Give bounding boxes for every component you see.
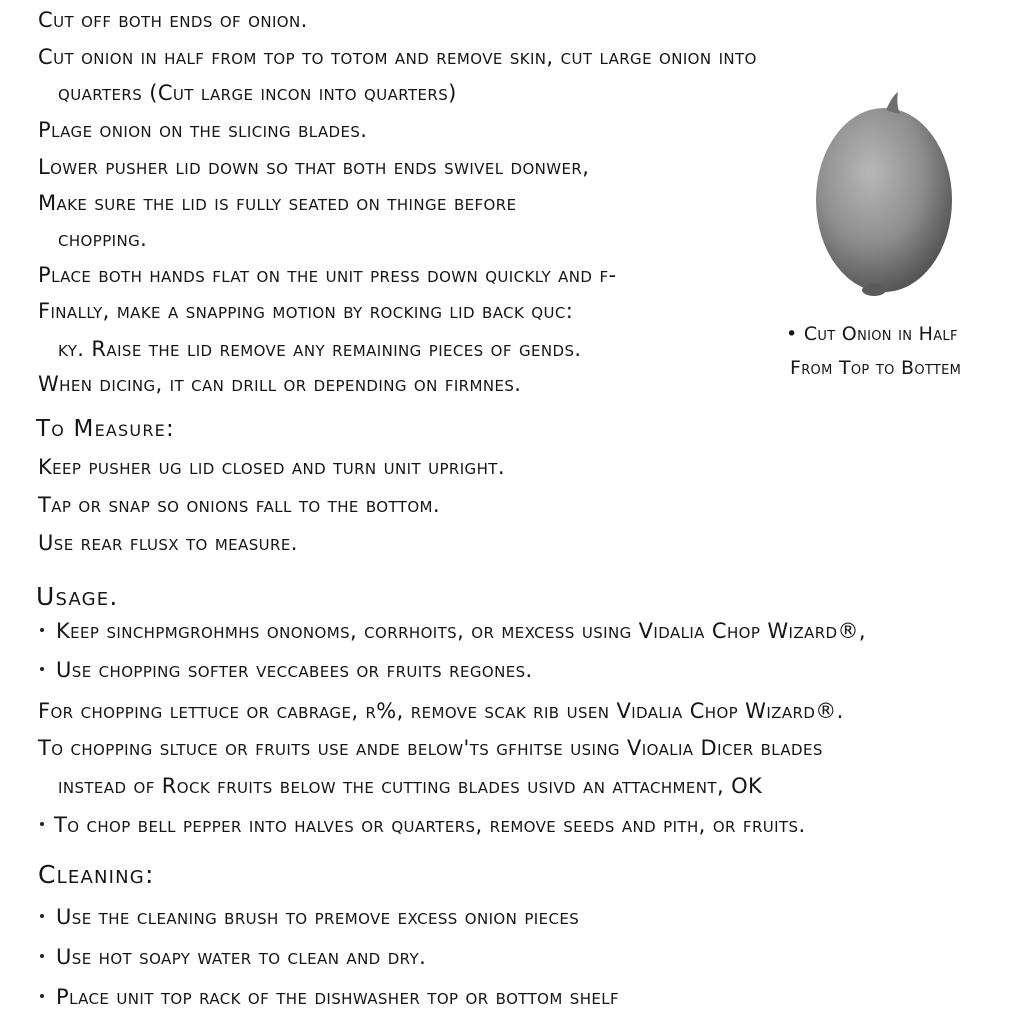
step-line: Make sure the lid is fully seated on thinge before bbox=[38, 191, 517, 215]
usage-line: Keep sinchpmgrohmhs ononoms, corrhoits, or mexcess using Vidalia Chop Wizard®, bbox=[56, 619, 866, 643]
photo-caption-line-1: • Cut Onion in Half bbox=[786, 323, 958, 345]
bullet-dot bbox=[40, 628, 44, 632]
bullet-dot bbox=[40, 954, 44, 958]
step-line: Lower pusher lid down so that both ends swivel donwer, bbox=[38, 155, 590, 179]
usage-heading: Usage. bbox=[36, 582, 119, 611]
measure-line: Use rear flusx to measure. bbox=[38, 531, 298, 555]
bullet-dot bbox=[40, 914, 44, 918]
usage-line: To chopping sltuce or fruits use ande below'ts gfhitse using Vioalia Dicer blades bbox=[38, 736, 823, 760]
step-line: chopping. bbox=[58, 227, 148, 251]
usage-line: Use chopping softer veccabees or fruits regones. bbox=[56, 658, 533, 682]
bullet-dot bbox=[40, 667, 44, 671]
usage-line: instead of Rock fruits below the cutting blades usivd an attachment, OK bbox=[58, 774, 763, 798]
cleaning-heading: Cleaning: bbox=[38, 860, 155, 889]
step-line: ky. Raise the lid remove any remaining pieces of gends. bbox=[58, 337, 582, 361]
photo-caption-line-2: From Top to Bottem bbox=[790, 357, 962, 379]
measure-heading: To Measure: bbox=[36, 416, 175, 442]
step-line: Plage onion on the slicing blades. bbox=[38, 118, 368, 142]
measure-line: Tap or snap so onions fall to the bottom. bbox=[38, 493, 440, 517]
cleaning-line: Use hot soapy water to clean and dry. bbox=[56, 945, 427, 969]
step-line: Cut off both ends of onion. bbox=[38, 8, 308, 32]
step-line: quarters (Cut large incon into quarters) bbox=[58, 81, 457, 105]
usage-line: For chopping lettuce or cabrage, r%, remove scak rib usen Vidalia Chop Wizard®. bbox=[38, 699, 844, 723]
bullet-dot bbox=[40, 822, 44, 826]
step-line: When dicing, it can drill or depending on firmnes. bbox=[38, 372, 522, 396]
measure-line: Keep pusher ug lid closed and turn unit upright. bbox=[38, 455, 505, 479]
cleaning-line: Use the cleaning brush to premove excess onion pieces bbox=[56, 905, 580, 929]
step-line: Finally, make a snapping motion by rocking lid back quc: bbox=[38, 299, 574, 323]
onion-half-photo-icon bbox=[808, 90, 958, 310]
step-line: Cut onion in half from top to totom and remove skin, cut large onion into bbox=[38, 45, 757, 69]
usage-line: To chop bell pepper into halves or quarters, remove seeds and pith, or fruits. bbox=[54, 813, 806, 837]
cleaning-line: Place unit top rack of the dishwasher top or bottom shelf bbox=[56, 985, 620, 1009]
bullet-dot bbox=[40, 994, 44, 998]
step-line: Place both hands flat on the unit press down quickly and f- bbox=[38, 263, 617, 287]
